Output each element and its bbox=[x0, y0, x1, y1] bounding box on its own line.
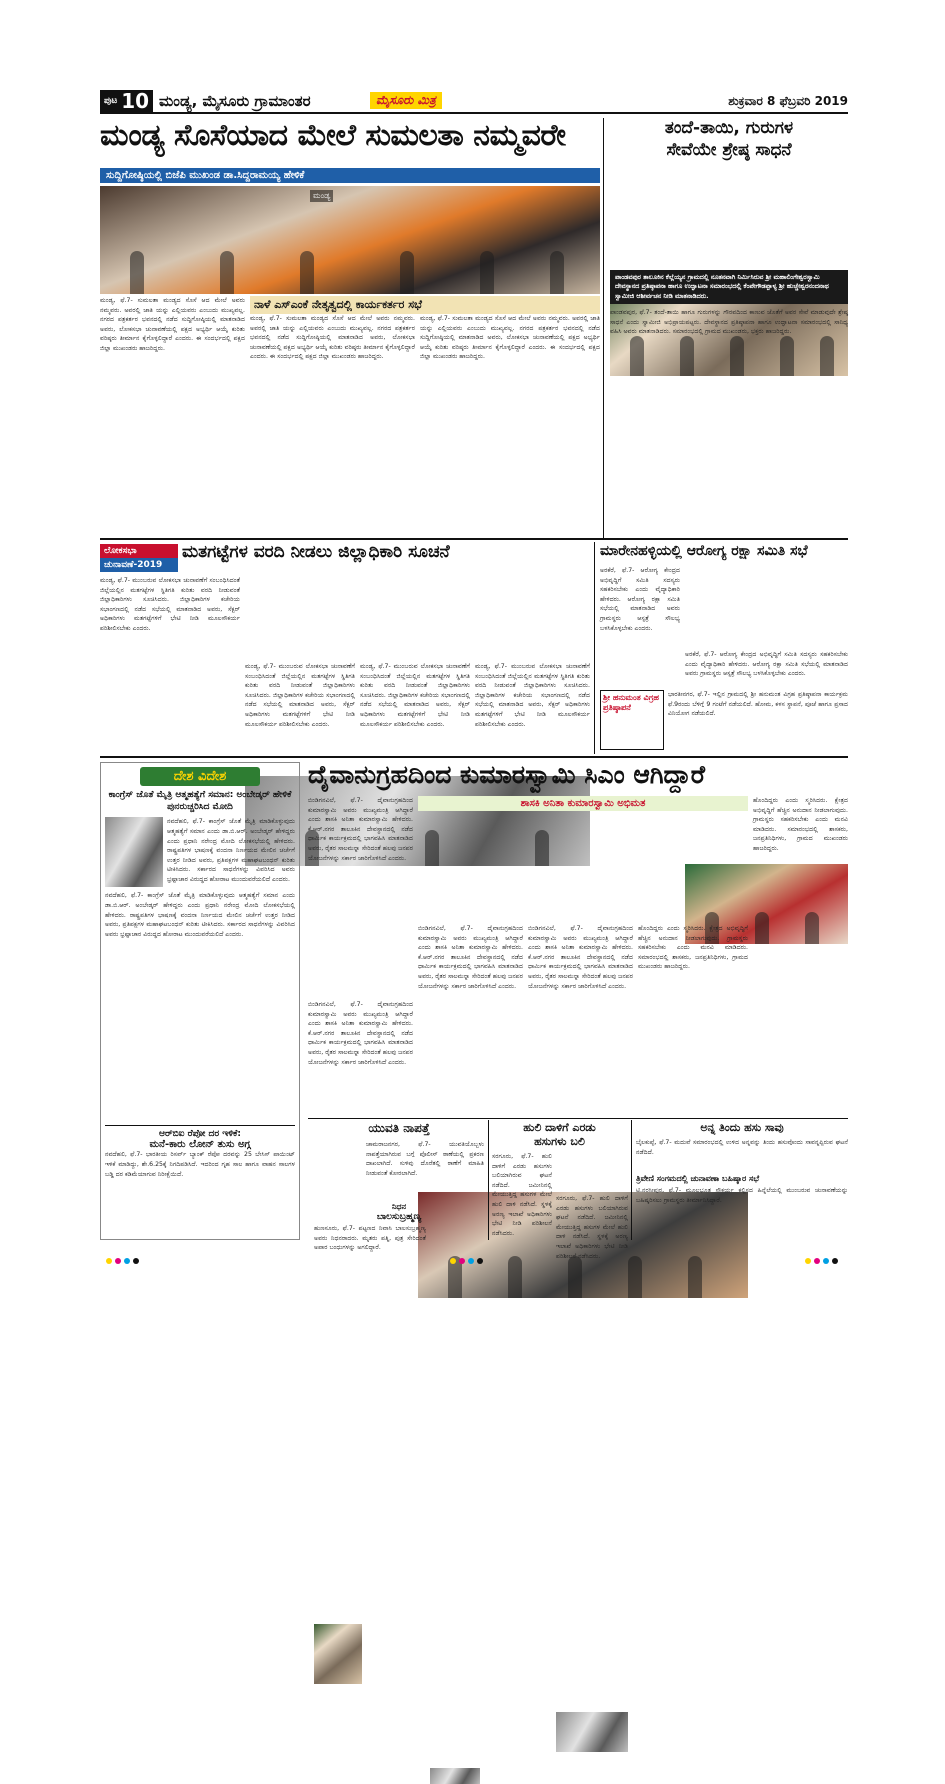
election-tag bbox=[100, 544, 178, 572]
photo-label: ಮಂಡ್ಯ bbox=[310, 190, 333, 202]
last-headline: ತ್ರಿವೇಣಿ ಸಂಗಮದಲ್ಲಿ ಚುನಾವಣಾ ಬಹಿಷ್ಕಾರ ಸಭೆ bbox=[636, 1174, 760, 1183]
print-registration-marks-center bbox=[450, 1258, 483, 1264]
election-tag-line2: ಚುನಾವಣೆ-2019 bbox=[100, 558, 178, 572]
main-body-left: ಬಿಂಡಿಗನವಿಲೆ, ಫೆ.7- ದೈವಾನುಗ್ರಹದಿಂದ ಕುಮಾರಸ್ವಾಮಿ ಅವರು ಮುಖ್ಯಮಂತ್ರಿ ಆಗಿದ್ದಾರೆ ಎಂದು ಶಾಸಕಿ ಅನಿತಾ ಕುಮಾರಸ್ವಾಮಿ ಹೇಳಿದರು. ಕೆ.ಆರ್.ನಗರ ತಾಲೂಕಿನ ದೇವಸ್ಥಾನದಲ್ಲಿ ನಡೆದ ಧಾರ್ಮಿಕ ಕಾರ್ಯಕ್ರಮದಲ್ಲಿ ಭಾಗವಹಿಸಿ ಮಾತನಾಡಿದ ಅವರು, ರೈತರ ಸಾಲಮನ್ನಾ ಸೇರಿದಂತೆ ಹಲವು ಜನಪರ ಯೋಜನೆಗಳನ್ನು ಸರ್ಕಾರ ಜಾರಿಗೊಳಿಸಿದೆ ಎಂದರು. bbox=[308, 797, 413, 862]
obituary-name: ಬಾಲಸುಬ್ರಹ್ಮಣ್ಯ bbox=[376, 1212, 422, 1222]
temple-brief-body: ಭಾರತೀನಗರ, ಫೆ.7- ಇಲ್ಲಿನ ಗ್ರಾಮದಲ್ಲಿ ಶ್ರೀ ಹನುಮಂತ ವಿಗ್ರಹ ಪ್ರತಿಷ್ಠಾಪನಾ ಕಾರ್ಯಕ್ರಮ ಫೆ.9ರಂದು ಬೆಳಿಗ್ಗೆ 9 ಗಂಟೆಗೆ ನಡೆಯಲಿದೆ. ಹೋಮ, ಕಳಸ ಸ್ಥಾಪನೆ, ಪೂಜೆ ಹಾಗೂ ಪ್ರಸಾದ ವಿನಿಯೋಗ ನಡೆಯಲಿದೆ. bbox=[668, 691, 848, 718]
lead-kicker: ಸುದ್ದಿಗೋಷ್ಠಿಯಲ್ಲಿ ಬಿಜೆಪಿ ಮುಖಂಡ ಡಾ.ಸಿದ್ದರಾಮಯ್ಯ ಹೇಳಿಕೆ bbox=[100, 168, 600, 183]
last-body: ಟಿ.ನರಸೀಪುರ, ಫೆ.7- ಮೂಲಭೂತ ಸೌಕರ್ಯ ಕಲ್ಪಿಸದ ಹಿನ್ನೆಲೆಯಲ್ಲಿ ಮುಂಬರುವ ಚುನಾವಣೆಯನ್ನು ಬಹಿಷ್ಕರಿಸಲು ಗ್ರಾಮಸ್ಥರು ತೀರ್ಮಾನಿಸಿದ್ದಾರೆ. bbox=[636, 1187, 848, 1204]
modi-photo bbox=[105, 817, 163, 887]
missing-headline: ಯುವತಿ ನಾಪತ್ತೆ bbox=[368, 1121, 430, 1135]
polling-body-col3: ಮಂಡ್ಯ, ಫೆ.7- ಮುಂಬರುವ ಲೋಕಸಭಾ ಚುನಾವಣೆಗೆ ಸಂಬಂಧಿಸಿದಂತೆ ಜಿಲ್ಲೆಯಲ್ಲಿನ ಮತಗಟ್ಟೆಗಳ ಸ್ಥಿತಿಗತಿ ಕುರಿತು ವರದಿ ನೀಡುವಂತೆ ಜಿಲ್ಲಾಧಿಕಾರಿಗಳು ಸೂಚಿಸಿದರು. ಜಿಲ್ಲಾಧಿಕಾರಿಗಳ ಕಚೇರಿಯ ಸಭಾಂಗಣದಲ್ಲಿ ನಡೆದ ಸಭೆಯಲ್ಲಿ ಮಾತನಾಡಿದ ಅವರು, ಸೆಕ್ಟರ್ ಅಧಿಕಾರಿಗಳು ಮತಗಟ್ಟೆಗಳಿಗೆ ಭೇಟಿ ನೀಡಿ ಮೂಲಸೌಕರ್ಯ ಪರಿಶೀಲಿಸಬೇಕು ಎಂದರು. bbox=[360, 663, 470, 728]
main-headline: ದೈವಾನುಗ್ರಹದಿಂದ ಕುಮಾರಸ್ವಾಮಿ ಸಿಎಂ ಆಗಿದ್ದಾರೆ bbox=[308, 760, 706, 789]
leopard-headline-1: ಹುಲಿ ದಾಳಿಗೆ ಎರಡು bbox=[523, 1121, 596, 1134]
missing-body: ಚಾಮರಾಜನಗರ, ಫೆ.7- ಯುವತಿಯೊಬ್ಬಳು ನಾಪತ್ತೆಯಾಗಿರುವ ಬಗ್ಗೆ ಪೊಲೀಸ್ ಠಾಣೆಯಲ್ಲಿ ಪ್ರಕರಣ ದಾಖಲಾಗಿದೆ. ಸುಳಿವು ದೊರೆತಲ್ಲಿ ಠಾಣೆಗೆ ಮಾಹಿತಿ ನೀಡುವಂತೆ ಕೋರಲಾಗಿದೆ. bbox=[366, 1141, 484, 1177]
lead-body-col1: ಮಂಡ್ಯ, ಫೆ.7- ಸುಮಲತಾ ಮಂಡ್ಯದ ಸೊಸೆ ಆದ ಮೇಲೆ ಅವರು ನಮ್ಮವರು. ಅವರಲ್ಲಿ ಜಾತಿ ಯನ್ನು ಎಲ್ಲಿಯವರು ಎಂಬುದು ಮುಖ್ಯವಲ್ಲ. ನಗರದ ಪತ್ರಕರ್ತರ ಭವನದಲ್ಲಿ ನಡೆದ ಸುದ್ದಿಗೋಷ್ಠಿಯಲ್ಲಿ ಮಾತನಾಡಿದ ಅವರು, ಲೋಕಸಭಾ ಚುನಾವಣೆಯಲ್ಲಿ ಪಕ್ಷದ ಅಭ್ಯರ್ಥಿ ಆಯ್ಕೆ ಕುರಿತು ವರಿಷ್ಠರು ತೀರ್ಮಾನ ಕೈಗೊಳ್ಳಲಿದ್ದಾರೆ ಎಂದರು. ಈ ಸಂದರ್ಭದಲ್ಲಿ ಪಕ್ಷದ ಜಿಲ್ಲಾ ಮುಖಂಡರು ಹಾಜರಿದ್ದರು. bbox=[100, 297, 245, 353]
health-headline: ಮಾರೇನಹಳ್ಳಿಯಲ್ಲಿ ಆರೋಗ್ಯ ರಕ್ಷಾ ಸಮಿತಿ ಸಭೆ bbox=[600, 543, 808, 559]
main-body-col2: ಬಿಂಡಿಗನವಿಲೆ, ಫೆ.7- ದೈವಾನುಗ್ರಹದಿಂದ ಕುಮಾರಸ್ವಾಮಿ ಅವರು ಮುಖ್ಯಮಂತ್ರಿ ಆಗಿದ್ದಾರೆ ಎಂದು ಶಾಸಕಿ ಅನಿತಾ ಕುಮಾರಸ್ವಾಮಿ ಹೇಳಿದರು. ಕೆ.ಆರ್.ನಗರ ತಾಲೂಕಿನ ದೇವಸ್ಥಾನದಲ್ಲಿ ನಡೆದ ಧಾರ್ಮಿಕ ಕಾರ್ಯಕ್ರಮದಲ್ಲಿ ಭಾಗವಹಿಸಿ ಮಾತನಾಡಿದ ಅವರು, ರೈತರ ಸಾಲಮನ್ನಾ ಸೇರಿದಂತೆ ಹಲವು ಜನಪರ ಯೋಜನೆಗಳನ್ನು ಸರ್ಕಾರ ಜಾರಿಗೊಳಿಸಿದೆ ಎಂದರು. bbox=[418, 925, 523, 990]
print-registration-marks-right bbox=[805, 1258, 838, 1264]
page-number: 10 bbox=[121, 89, 150, 113]
section-title: ಮಂಡ್ಯ, ಮೈಸೂರು ಗ್ರಾಮಾಂತರ bbox=[159, 92, 311, 110]
cow-body: ಬೈಲಕುಪ್ಪೆ, ಫೆ.7- ಮದುವೆ ಸಮಾರಂಭದಲ್ಲಿ ಉಳಿದ ಅನ್ನವನ್ನು ತಿಂದು ಹಸುವೊಂದು ಸಾವನ್ನಪ್ಪಿರುವ ಘಟನೆ ನಡೆದಿದೆ. bbox=[636, 1139, 848, 1156]
lead-sub-headline: ನಾಳೆ ಎಸ್‌ಎಂಕೆ ನೇತೃತ್ವದಲ್ಲಿ ಕಾರ್ಯಕರ್ತರ ಸಭೆ bbox=[250, 296, 600, 314]
rbi-headline-1: ಆರ್‌ಬಿಐ ರೆಪೋ ದರ ಇಳಿಕೆ: bbox=[159, 1129, 241, 1140]
cow-headline: ಅನ್ನ ತಿಂದು ಹಸು ಸಾವು bbox=[700, 1121, 784, 1134]
leopard-body: ಸರಗೂರು, ಫೆ.7- ಹುಲಿ ದಾಳಿಗೆ ಎರಡು ಹಸುಗಳು ಬಲಿಯಾಗಿರುವ ಘಟನೆ ನಡೆದಿದೆ. ಜಮೀನಿನಲ್ಲಿ ಮೇಯುತ್ತಿದ್ದ ಹಸುಗಳ ಮೇಲೆ ಹುಲಿ ದಾಳಿ ನಡೆಸಿದೆ. ಸ್ಥಳಕ್ಕೆ ಅರಣ್ಯ ಇಲಾಖೆ ಅಧಿಕಾರಿಗಳು ಭೇಟಿ ನೀಡಿ ಪರಿಶೀಲನೆ ನಡೆಸಿದರು. bbox=[492, 1153, 552, 1237]
world-body: ನವದೆಹಲಿ, ಫೆ.7- ಕಾಂಗ್ರೆಸ್ ಜೊತೆ ಮೈತ್ರಿ ಮಾಡಿಕೊಳ್ಳುವುದು ಆತ್ಮಹತ್ಯೆಗೆ ಸಮಾನ ಎಂದು ಡಾ.ಬಿ.ಆರ್. ಅಂಬೇಡ್ಕರ್ ಹೇಳಿದ್ದರು ಎಂದು ಪ್ರಧಾನಿ ನರೇಂದ್ರ ಮೋದಿ ಲೋಕಸಭೆಯಲ್ಲಿ ಹೇಳಿದರು. ರಾಷ್ಟ್ರಪತಿಗಳ ಭಾಷಣಕ್ಕೆ ವಂದನಾ ನಿರ್ಣಯದ ಮೇಲಿನ ಚರ್ಚೆಗೆ ಉತ್ತರ ನೀಡಿದ ಅವರು, ಪ್ರತಿಪಕ್ಷಗಳ ಮಹಾಘಟಬಂಧನ್ ಕುರಿತು ಟೀಕಿಸಿದರು. ಸರ್ಕಾರದ ಸಾಧನೆಗಳನ್ನು ವಿವರಿಸಿದ ಅವರು ಭ್ರಷ್ಟಾಚಾರ ವಿರುದ್ಧದ ಹೋರಾಟ ಮುಂದುವರೆಯಲಿದೆ ಎಂದರು. bbox=[105, 892, 295, 938]
lead-headline: ಮಂಡ್ಯ ಸೊಸೆಯಾದ ಮೇಲೆ ಸುಮಲತಾ ನಮ್ಮವರೇ bbox=[100, 118, 566, 153]
section-rule bbox=[100, 538, 848, 540]
issue-date: ಶುಕ್ರವಾರ 8 ಫೆಬ್ರವರಿ 2019 bbox=[728, 94, 848, 108]
world-body-top: ನವದೆಹಲಿ, ಫೆ.7- ಕಾಂಗ್ರೆಸ್ ಜೊತೆ ಮೈತ್ರಿ ಮಾಡಿಕೊಳ್ಳುವುದು ಆತ್ಮಹತ್ಯೆಗೆ ಸಮಾನ ಎಂದು ಡಾ.ಬಿ.ಆರ್. ಅಂಬೇಡ್ಕರ್ ಹೇಳಿದ್ದರು ಎಂದು ಪ್ರಧಾನಿ ನರೇಂದ್ರ ಮೋದಿ ಲೋಕಸಭೆಯಲ್ಲಿ ಹೇಳಿದರು. ರಾಷ್ಟ್ರಪತಿಗಳ ಭಾಷಣಕ್ಕೆ ವಂದನಾ ನಿರ್ಣಯದ ಮೇಲಿನ ಚರ್ಚೆಗೆ ಉತ್ತರ ನೀಡಿದ ಅವರು, ಪ್ರತಿಪಕ್ಷಗಳ ಮಹಾಘಟಬಂಧನ್ ಕುರಿತು ಟೀಕಿಸಿದರು. ಸರ್ಕಾರದ ಸಾಧನೆಗಳನ್ನು ವಿವರಿಸಿದ ಅವರು ಭ್ರಷ್ಟಾಚಾರ ವಿರುದ್ಧದ ಹೋರಾಟ ಮುಂದುವರೆಯಲಿದೆ ಎಂದರು. bbox=[167, 818, 295, 884]
leopard-photo bbox=[556, 1712, 628, 1752]
missing-photo bbox=[314, 1624, 362, 1684]
main-body-right: ಹೊಂದಿದ್ದರು ಎಂದು ಸ್ಮರಿಸಿದರು. ಕ್ಷೇತ್ರದ ಅಭಿವೃದ್ಧಿಗೆ ಹೆಚ್ಚಿನ ಅನುದಾನ ನೀಡಲಾಗುವುದು. ಗ್ರಾಮಸ್ಥರು ಸಹಕರಿಸಬೇಕು ಎಂದು ಮನವಿ ಮಾಡಿದರು. ಸಮಾರಂಭದಲ್ಲಿ ಶಾಸಕರು, ಜನಪ್ರತಿನಿಧಿಗಳು, ಗ್ರಾಮದ ಮುಖಂಡರು ಹಾಜರಿದ್ದರು. bbox=[753, 797, 848, 853]
page-number-box bbox=[100, 90, 153, 112]
masthead: ಮೈಸೂರು ಮಿತ್ರ bbox=[370, 92, 442, 109]
obituary-photo bbox=[430, 1768, 480, 1784]
leopard-body-2: ಸರಗೂರು, ಫೆ.7- ಹುಲಿ ದಾಳಿಗೆ ಎರಡು ಹಸುಗಳು ಬಲಿಯಾಗಿರುವ ಘಟನೆ ನಡೆದಿದೆ. ಜಮೀನಿನಲ್ಲಿ ಮೇಯುತ್ತಿದ್ದ ಹಸುಗಳ ಮೇಲೆ ಹುಲಿ ದಾಳಿ ನಡೆಸಿದೆ. ಸ್ಥಳಕ್ಕೆ ಅರಣ್ಯ ಇಲಾಖೆ ಅಧಿಕಾರಿಗಳು ಭೇಟಿ ನೀಡಿ ಪರಿಶೀಲನೆ ನಡೆಸಿದರು. bbox=[556, 1195, 628, 1260]
leopard-headline-2: ಹಸುಗಳು ಬಲಿ bbox=[534, 1135, 585, 1148]
polling-body-col2: ಮಂಡ್ಯ, ಫೆ.7- ಮುಂಬರುವ ಲೋಕಸಭಾ ಚುನಾವಣೆಗೆ ಸಂಬಂಧಿಸಿದಂತೆ ಜಿಲ್ಲೆಯಲ್ಲಿನ ಮತಗಟ್ಟೆಗಳ ಸ್ಥಿತಿಗತಿ ಕುರಿತು ವರದಿ ನೀಡುವಂತೆ ಜಿಲ್ಲಾಧಿಕಾರಿಗಳು ಸೂಚಿಸಿದರು. ಜಿಲ್ಲಾಧಿಕಾರಿಗಳ ಕಚೇರಿಯ ಸಭಾಂಗಣದಲ್ಲಿ ನಡೆದ ಸಭೆಯಲ್ಲಿ ಮಾತನಾಡಿದ ಅವರು, ಸೆಕ್ಟರ್ ಅಧಿಕಾರಿಗಳು ಮತಗಟ್ಟೆಗಳಿಗೆ ಭೇಟಿ ನೀಡಿ ಮೂಲಸೌಕರ್ಯ ಪರಿಶೀಲಿಸಬೇಕು ಎಂದರು. bbox=[245, 663, 355, 728]
print-registration-marks bbox=[106, 1258, 139, 1264]
health-body: ಅರಕೆರೆ, ಫೆ.7- ಆರೋಗ್ಯ ಕೇಂದ್ರದ ಅಭಿವೃದ್ಧಿಗೆ ಸಮಿತಿ ಸದಸ್ಯರು ಸಹಕರಿಸಬೇಕು ಎಂದು ವೈದ್ಯಾಧಿಕಾರಿ ಹೇಳಿದರು. ಆರೋಗ್ಯ ರಕ್ಷಾ ಸಮಿತಿ ಸಭೆಯಲ್ಲಿ ಮಾತನಾಡಿದ ಅವರು ಗ್ರಾಮಸ್ಥರು ಆಸ್ಪತ್ರೆ ಸೌಲಭ್ಯ ಬಳಸಿಕೊಳ್ಳಬೇಕು ಎಂದರು. bbox=[600, 567, 680, 632]
page-label: ಪುಟ bbox=[104, 96, 118, 106]
polling-body-col4: ಮಂಡ್ಯ, ಫೆ.7- ಮುಂಬರುವ ಲೋಕಸಭಾ ಚುನಾವಣೆಗೆ ಸಂಬಂಧಿಸಿದಂತೆ ಜಿಲ್ಲೆಯಲ್ಲಿನ ಮತಗಟ್ಟೆಗಳ ಸ್ಥಿತಿಗತಿ ಕುರಿತು ವರದಿ ನೀಡುವಂತೆ ಜಿಲ್ಲಾಧಿಕಾರಿಗಳು ಸೂಚಿಸಿದರು. ಜಿಲ್ಲಾಧಿಕಾರಿಗಳ ಕಚೇರಿಯ ಸಭಾಂಗಣದಲ್ಲಿ ನಡೆದ ಸಭೆಯಲ್ಲಿ ಮಾತನಾಡಿದ ಅವರು, ಸೆಕ್ಟರ್ ಅಧಿಕಾರಿಗಳು ಮತಗಟ್ಟೆಗಳಿಗೆ ಭೇಟಿ ನೀಡಿ ಮೂಲಸೌಕರ್ಯ ಪರಿಶೀಲಿಸಬೇಕು ಎಂದರು. bbox=[475, 663, 590, 728]
obituary-body: ಹುಣಸೂರು, ಫೆ.7- ಪಟ್ಟಣದ ನಿವಾಸಿ ಬಾಲಸುಬ್ರಹ್ಮಣ್ಯ ಅವರು ನಿಧನರಾದರು. ಮೃತರು ಪತ್ನಿ, ಪುತ್ರ ಸೇರಿದಂತೆ ಅಪಾರ ಬಂಧುಗಳನ್ನು ಅಗಲಿದ್ದಾರೆ. bbox=[314, 1225, 426, 1252]
page-header bbox=[100, 90, 848, 114]
world-headline: ಕಾಂಗ್ರೆಸ್ ಜೊತೆ ಮೈತ್ರಿ ಆತ್ಮಹತ್ಯೆಗೆ ಸಮಾನ: ಅಂಬೇಡ್ಕರ್ ಹೇಳಿಕೆ ಪುನರುಚ್ಚರಿಸಿದ ಮೋದಿ bbox=[108, 790, 292, 812]
lead-body-col2: ಮಂಡ್ಯ, ಫೆ.7- ಸುಮಲತಾ ಮಂಡ್ಯದ ಸೊಸೆ ಆದ ಮೇಲೆ ಅವರು ನಮ್ಮವರು. ಅವರಲ್ಲಿ ಜಾತಿ ಯನ್ನು ಎಲ್ಲಿಯವರು ಎಂಬುದು ಮುಖ್ಯವಲ್ಲ. ನಗರದ ಪತ್ರಕರ್ತರ ಭವನದಲ್ಲಿ ನಡೆದ ಸುದ್ದಿಗೋಷ್ಠಿಯಲ್ಲಿ ಮಾತನಾಡಿದ ಅವರು, ಲೋಕಸಭಾ ಚುನಾವಣೆಯಲ್ಲಿ ಪಕ್ಷದ ಅಭ್ಯರ್ಥಿ ಆಯ್ಕೆ ಕುರಿತು ವರಿಷ್ಠರು ತೀರ್ಮಾನ ಕೈಗೊಳ್ಳಲಿದ್ದಾರೆ ಎಂದರು. ಈ ಸಂದರ್ಭದಲ್ಲಿ ಪಕ್ಷದ ಜಿಲ್ಲಾ ಮುಖಂಡರು ಹಾಜರಿದ್ದರು. bbox=[250, 315, 415, 361]
health-body-2: ಅರಕೆರೆ, ಫೆ.7- ಆರೋಗ್ಯ ಕೇಂದ್ರದ ಅಭಿವೃದ್ಧಿಗೆ ಸಮಿತಿ ಸದಸ್ಯರು ಸಹಕರಿಸಬೇಕು ಎಂದು ವೈದ್ಯಾಧಿಕಾರಿ ಹೇಳಿದರು. ಆರೋಗ್ಯ ರಕ್ಷಾ ಸಮಿತಿ ಸಭೆಯಲ್ಲಿ ಮಾತನಾಡಿದ ಅವರು ಗ್ರಾಮಸ್ಥರು ಆಸ್ಪತ್ರೆ ಸೌಲಭ್ಯ ಬಳಸಿಕೊಳ್ಳಬೇಕು ಎಂದರು. bbox=[685, 651, 848, 678]
main-body-col4: ಹೊಂದಿದ್ದರು ಎಂದು ಸ್ಮರಿಸಿದರು. ಕ್ಷೇತ್ರದ ಅಭಿವೃದ್ಧಿಗೆ ಹೆಚ್ಚಿನ ಅನುದಾನ ನೀಡಲಾಗುವುದು. ಗ್ರಾಮಸ್ಥರು ಸಹಕರಿಸಬೇಕು ಎಂದು ಮನವಿ ಮಾಡಿದರು. ಸಮಾರಂಭದಲ್ಲಿ ಶಾಸಕರು, ಜನಪ್ರತಿನಿಧಿಗಳು, ಗ್ರಾಮದ ಮುಖಂಡರು ಹಾಜರಿದ್ದರು. bbox=[638, 925, 748, 971]
right-headline-2: ಸೇವೆಯೇ ಶ್ರೇಷ್ಠ ಸಾಧನೆ bbox=[666, 140, 792, 160]
polling-headline: ಮತಗಟ್ಟೆಗಳ ವರದಿ ನೀಡಲು ಜಿಲ್ಲಾಧಿಕಾರಿ ಸೂಚನೆ bbox=[182, 542, 450, 562]
right-headline-1: ತಂದೆ-ತಾಯಿ, ಗುರುಗಳ bbox=[664, 118, 794, 138]
column-rule bbox=[603, 118, 604, 538]
rbi-body: ನವದೆಹಲಿ, ಫೆ.7- ಭಾರತೀಯ ರಿಸರ್ವ್ ಬ್ಯಾಂಕ್ ರೆಪೋ ದರವನ್ನು 25 ಬೇಸಿಸ್ ಪಾಯಿಂಟ್ ಇಳಿಕೆ ಮಾಡಿದ್ದು, ಶೇ.6.25ಕ್ಕೆ ನಿಗದಿಪಡಿಸಿದೆ. ಇದರಿಂದ ಗೃಹ ಸಾಲ ಹಾಗೂ ವಾಹನ ಸಾಲಗಳ ಬಡ್ಡಿ ದರ ಕಡಿಮೆಯಾಗುವ ನಿರೀಕ್ಷೆಯಿದೆ. bbox=[105, 1151, 295, 1178]
main-body-col3: ಬಿಂಡಿಗನವಿಲೆ, ಫೆ.7- ದೈವಾನುಗ್ರಹದಿಂದ ಕುಮಾರಸ್ವಾಮಿ ಅವರು ಮುಖ್ಯಮಂತ್ರಿ ಆಗಿದ್ದಾರೆ ಎಂದು ಶಾಸಕಿ ಅನಿತಾ ಕುಮಾರಸ್ವಾಮಿ ಹೇಳಿದರು. ಕೆ.ಆರ್.ನಗರ ತಾಲೂಕಿನ ದೇವಸ್ಥಾನದಲ್ಲಿ ನಡೆದ ಧಾರ್ಮಿಕ ಕಾರ್ಯಕ್ರಮದಲ್ಲಿ ಭಾಗವಹಿಸಿ ಮಾತನಾಡಿದ ಅವರು, ರೈತರ ಸಾಲಮನ್ನಾ ಸೇರಿದಂತೆ ಹಲವು ಜನಪರ ಯೋಜನೆಗಳನ್ನು ಸರ್ಕಾರ ಜಾರಿಗೊಳಿಸಿದೆ ಎಂದರು. bbox=[528, 925, 633, 990]
obituary-title: ನಿಧನ bbox=[391, 1202, 407, 1211]
right-body: ಪಾಂಡವಪುರ, ಫೆ.7- ತಂದೆ-ತಾಯಿ ಹಾಗೂ ಗುರುಗಳನ್ನು ಗೌರವದಿಂದ ಕಾಣುವ ಜೊತೆಗೆ ಅವರ ಸೇವೆ ಮಾಡುವುದೇ ಶ್ರೇಷ್ಠ ಸಾಧನೆ ಎಂದು ಸ್ವಾಮೀಜಿ ಅಭಿಪ್ರಾಯಪಟ್ಟರು. ದೇವಸ್ಥಾನದ ಪ್ರತಿಷ್ಠಾಪನಾ ಹಾಗೂ ಉದ್ಘಾಟನಾ ಸಮಾರಂಭದಲ್ಲಿ ಸಾನಿಧ್ಯ ವಹಿಸಿ ಅವರು ಮಾತನಾಡಿದರು. ಸಮಾರಂಭದಲ್ಲಿ ಗ್ರಾಮದ ಮುಖಂಡರು, ಭಕ್ತರು ಹಾಜರಿದ್ದರು. bbox=[610, 309, 848, 336]
election-tag-line1: ಲೋಕಸಭಾ bbox=[100, 544, 178, 558]
main-kicker: ಶಾಸಕಿ ಅನಿತಾ ಕುಮಾರಸ್ವಾಮಿ ಅಭಿಮತ bbox=[418, 796, 748, 811]
world-box-title: ದೇಶ ವಿದೇಶ bbox=[140, 767, 260, 786]
right-photo-caption: ಪಾಂಡವಪುರ ತಾಲೂಕಿನ ಕೆಲ್ಲೆಯ್ಯನ ಗ್ರಾಮದಲ್ಲಿ ನೂತನವಾಗಿ ನಿರ್ಮಿಸಿರುವ ಶ್ರೀ ಮಹಾಲಿಂಗೇಶ್ವರಸ್ವಾಮಿ ದೇವಸ್ಥಾನದ ಪ್ರತಿಷ್ಠಾಪನಾ ಹಾಗೂ ಉದ್ಘಾಟನಾ ಸಮಾರಂಭದಲ್ಲಿ ಕೆಂಪೇಗೌಡಪ್ಪಾಳ್ಯ ಶ್ರೀ ಹುಚ್ಚೇಶ್ವರನಂದನಾಥ ಸ್ವಾಮೀಜಿ ಆಶೀರ್ವಚನ ನೀಡಿ ಮಾತನಾಡಿದರು. bbox=[610, 270, 848, 304]
polling-body-col1: ಮಂಡ್ಯ, ಫೆ.7- ಮುಂಬರುವ ಲೋಕಸಭಾ ಚುನಾವಣೆಗೆ ಸಂಬಂಧಿಸಿದಂತೆ ಜಿಲ್ಲೆಯಲ್ಲಿನ ಮತಗಟ್ಟೆಗಳ ಸ್ಥಿತಿಗತಿ ಕುರಿತು ವರದಿ ನೀಡುವಂತೆ ಜಿಲ್ಲಾಧಿಕಾರಿಗಳು ಸೂಚಿಸಿದರು. ಜಿಲ್ಲಾಧಿಕಾರಿಗಳ ಕಚೇರಿಯ ಸಭಾಂಗಣದಲ್ಲಿ ನಡೆದ ಸಭೆಯಲ್ಲಿ ಮಾತನಾಡಿದ ಅವರು, ಸೆಕ್ಟರ್ ಅಧಿಕಾರಿಗಳು ಮತಗಟ್ಟೆಗಳಿಗೆ ಭೇಟಿ ನೀಡಿ ಮೂಲಸೌಕರ್ಯ ಪರಿಶೀಲಿಸಬೇಕು ಎಂದರು. bbox=[100, 577, 240, 633]
temple-brief-label: ಶ್ರೀ ಹನುಮಂತ ವಿಗ್ರಹ ಪ್ರತಿಷ್ಠಾಪನೆ bbox=[600, 690, 664, 750]
rbi-headline-2: ಮನೆ-ಕಾರು ಲೋನ್ ತುಸು ಅಗ್ಗ bbox=[149, 1139, 251, 1151]
lead-photo bbox=[100, 186, 600, 294]
main-body-left-2: ಬಿಂಡಿಗನವಿಲೆ, ಫೆ.7- ದೈವಾನುಗ್ರಹದಿಂದ ಕುಮಾರಸ್ವಾಮಿ ಅವರು ಮುಖ್ಯಮಂತ್ರಿ ಆಗಿದ್ದಾರೆ ಎಂದು ಶಾಸಕಿ ಅನಿತಾ ಕುಮಾರಸ್ವಾಮಿ ಹೇಳಿದರು. ಕೆ.ಆರ್.ನಗರ ತಾಲೂಕಿನ ದೇವಸ್ಥಾನದಲ್ಲಿ ನಡೆದ ಧಾರ್ಮಿಕ ಕಾರ್ಯಕ್ರಮದಲ್ಲಿ ಭಾಗವಹಿಸಿ ಮಾತನಾಡಿದ ಅವರು, ರೈತರ ಸಾಲಮನ್ನಾ ಸೇರಿದಂತೆ ಹಲವು ಜನಪರ ಯೋಜನೆಗಳನ್ನು ಸರ್ಕಾರ ಜಾರಿಗೊಳಿಸಿದೆ ಎಂದರು. bbox=[308, 1001, 413, 1066]
lead-body-col3: ಮಂಡ್ಯ, ಫೆ.7- ಸುಮಲತಾ ಮಂಡ್ಯದ ಸೊಸೆ ಆದ ಮೇಲೆ ಅವರು ನಮ್ಮವರು. ಅವರಲ್ಲಿ ಜಾತಿ ಯನ್ನು ಎಲ್ಲಿಯವರು ಎಂಬುದು ಮುಖ್ಯವಲ್ಲ. ನಗರದ ಪತ್ರಕರ್ತರ ಭವನದಲ್ಲಿ ನಡೆದ ಸುದ್ದಿಗೋಷ್ಠಿಯಲ್ಲಿ ಮಾತನಾಡಿದ ಅವರು, ಲೋಕಸಭಾ ಚುನಾವಣೆಯಲ್ಲಿ ಪಕ್ಷದ ಅಭ್ಯರ್ಥಿ ಆಯ್ಕೆ ಕುರಿತು ವರಿಷ್ಠರು ತೀರ್ಮಾನ ಕೈಗೊಳ್ಳಲಿದ್ದಾರೆ ಎಂದರು. ಈ ಸಂದರ್ಭದಲ್ಲಿ ಪಕ್ಷದ ಜಿಲ್ಲಾ ಮುಖಂಡರು ಹಾಜರಿದ್ದರು. bbox=[420, 315, 600, 361]
world-box bbox=[100, 762, 300, 1240]
newspaper-page bbox=[100, 89, 848, 1260]
